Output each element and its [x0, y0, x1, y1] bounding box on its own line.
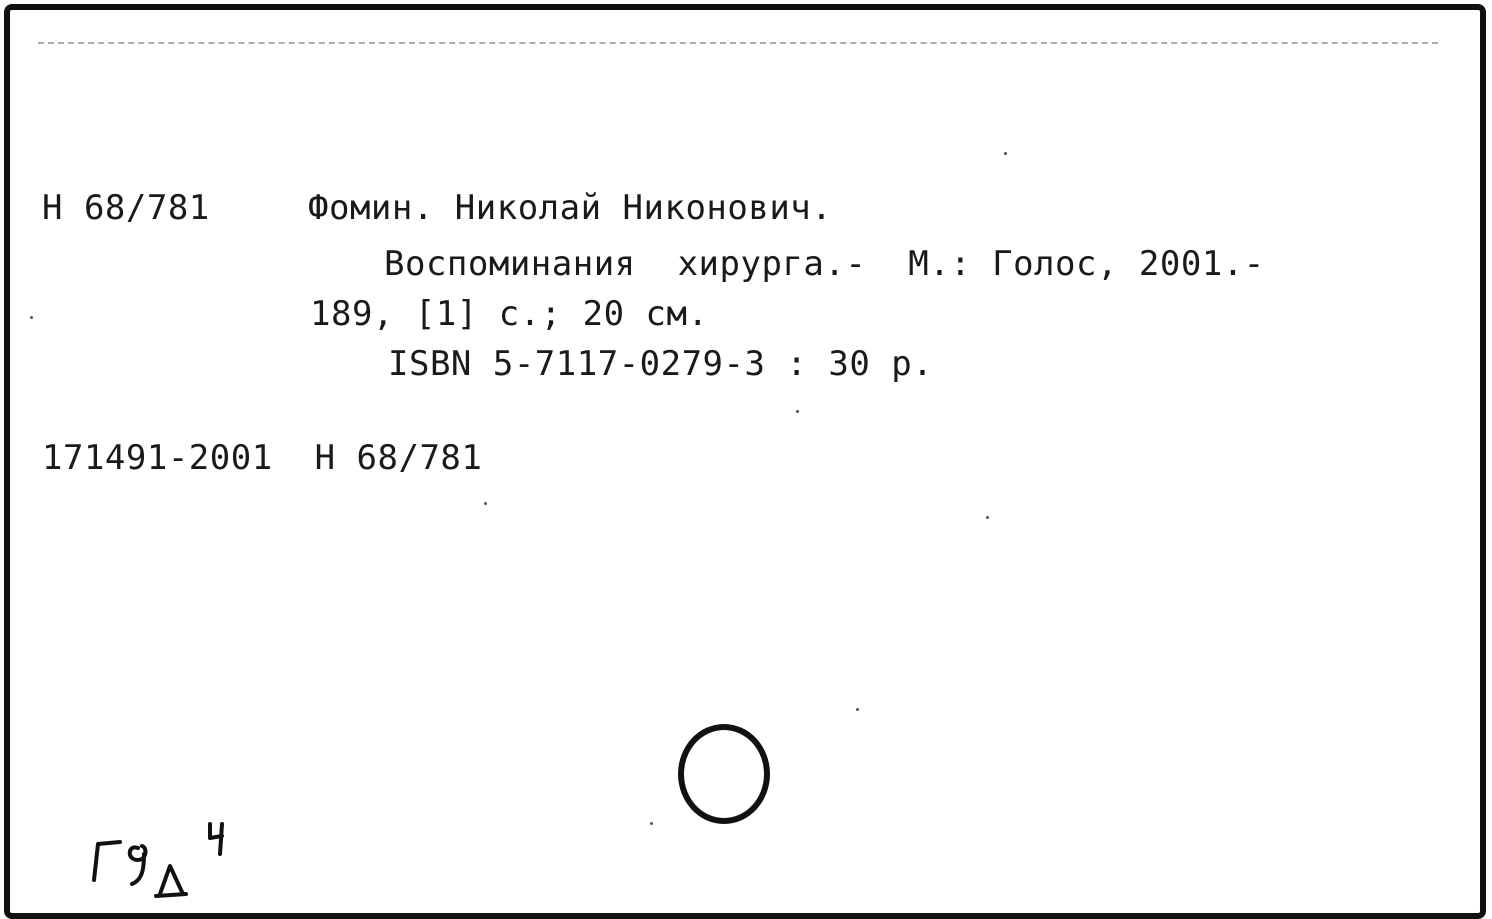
scan-speck [650, 822, 653, 825]
top-divider [38, 42, 1438, 44]
scan-speck [856, 708, 859, 711]
scan-speck [484, 502, 487, 505]
handwritten-note [86, 818, 246, 908]
scan-speck [1004, 152, 1007, 155]
catalog-card [4, 4, 1486, 919]
physical-description: 189, [1] с.; 20 см. [310, 294, 709, 334]
card-punch-hole [678, 724, 770, 824]
scan-speck [796, 410, 799, 413]
accession-number: 171491-2001 Н 68/781 [42, 438, 483, 478]
call-number: Н 68/781 [42, 188, 210, 228]
author-heading: Фомин. Николай Никонович. [308, 188, 833, 228]
scan-speck [30, 316, 33, 319]
scan-speck [986, 516, 989, 519]
title-imprint: Воспоминания хирурга.- М.: Голос, 2001.- [384, 244, 1265, 284]
isbn-price: ISBN 5-7117-0279-3 : 30 р. [388, 344, 934, 384]
